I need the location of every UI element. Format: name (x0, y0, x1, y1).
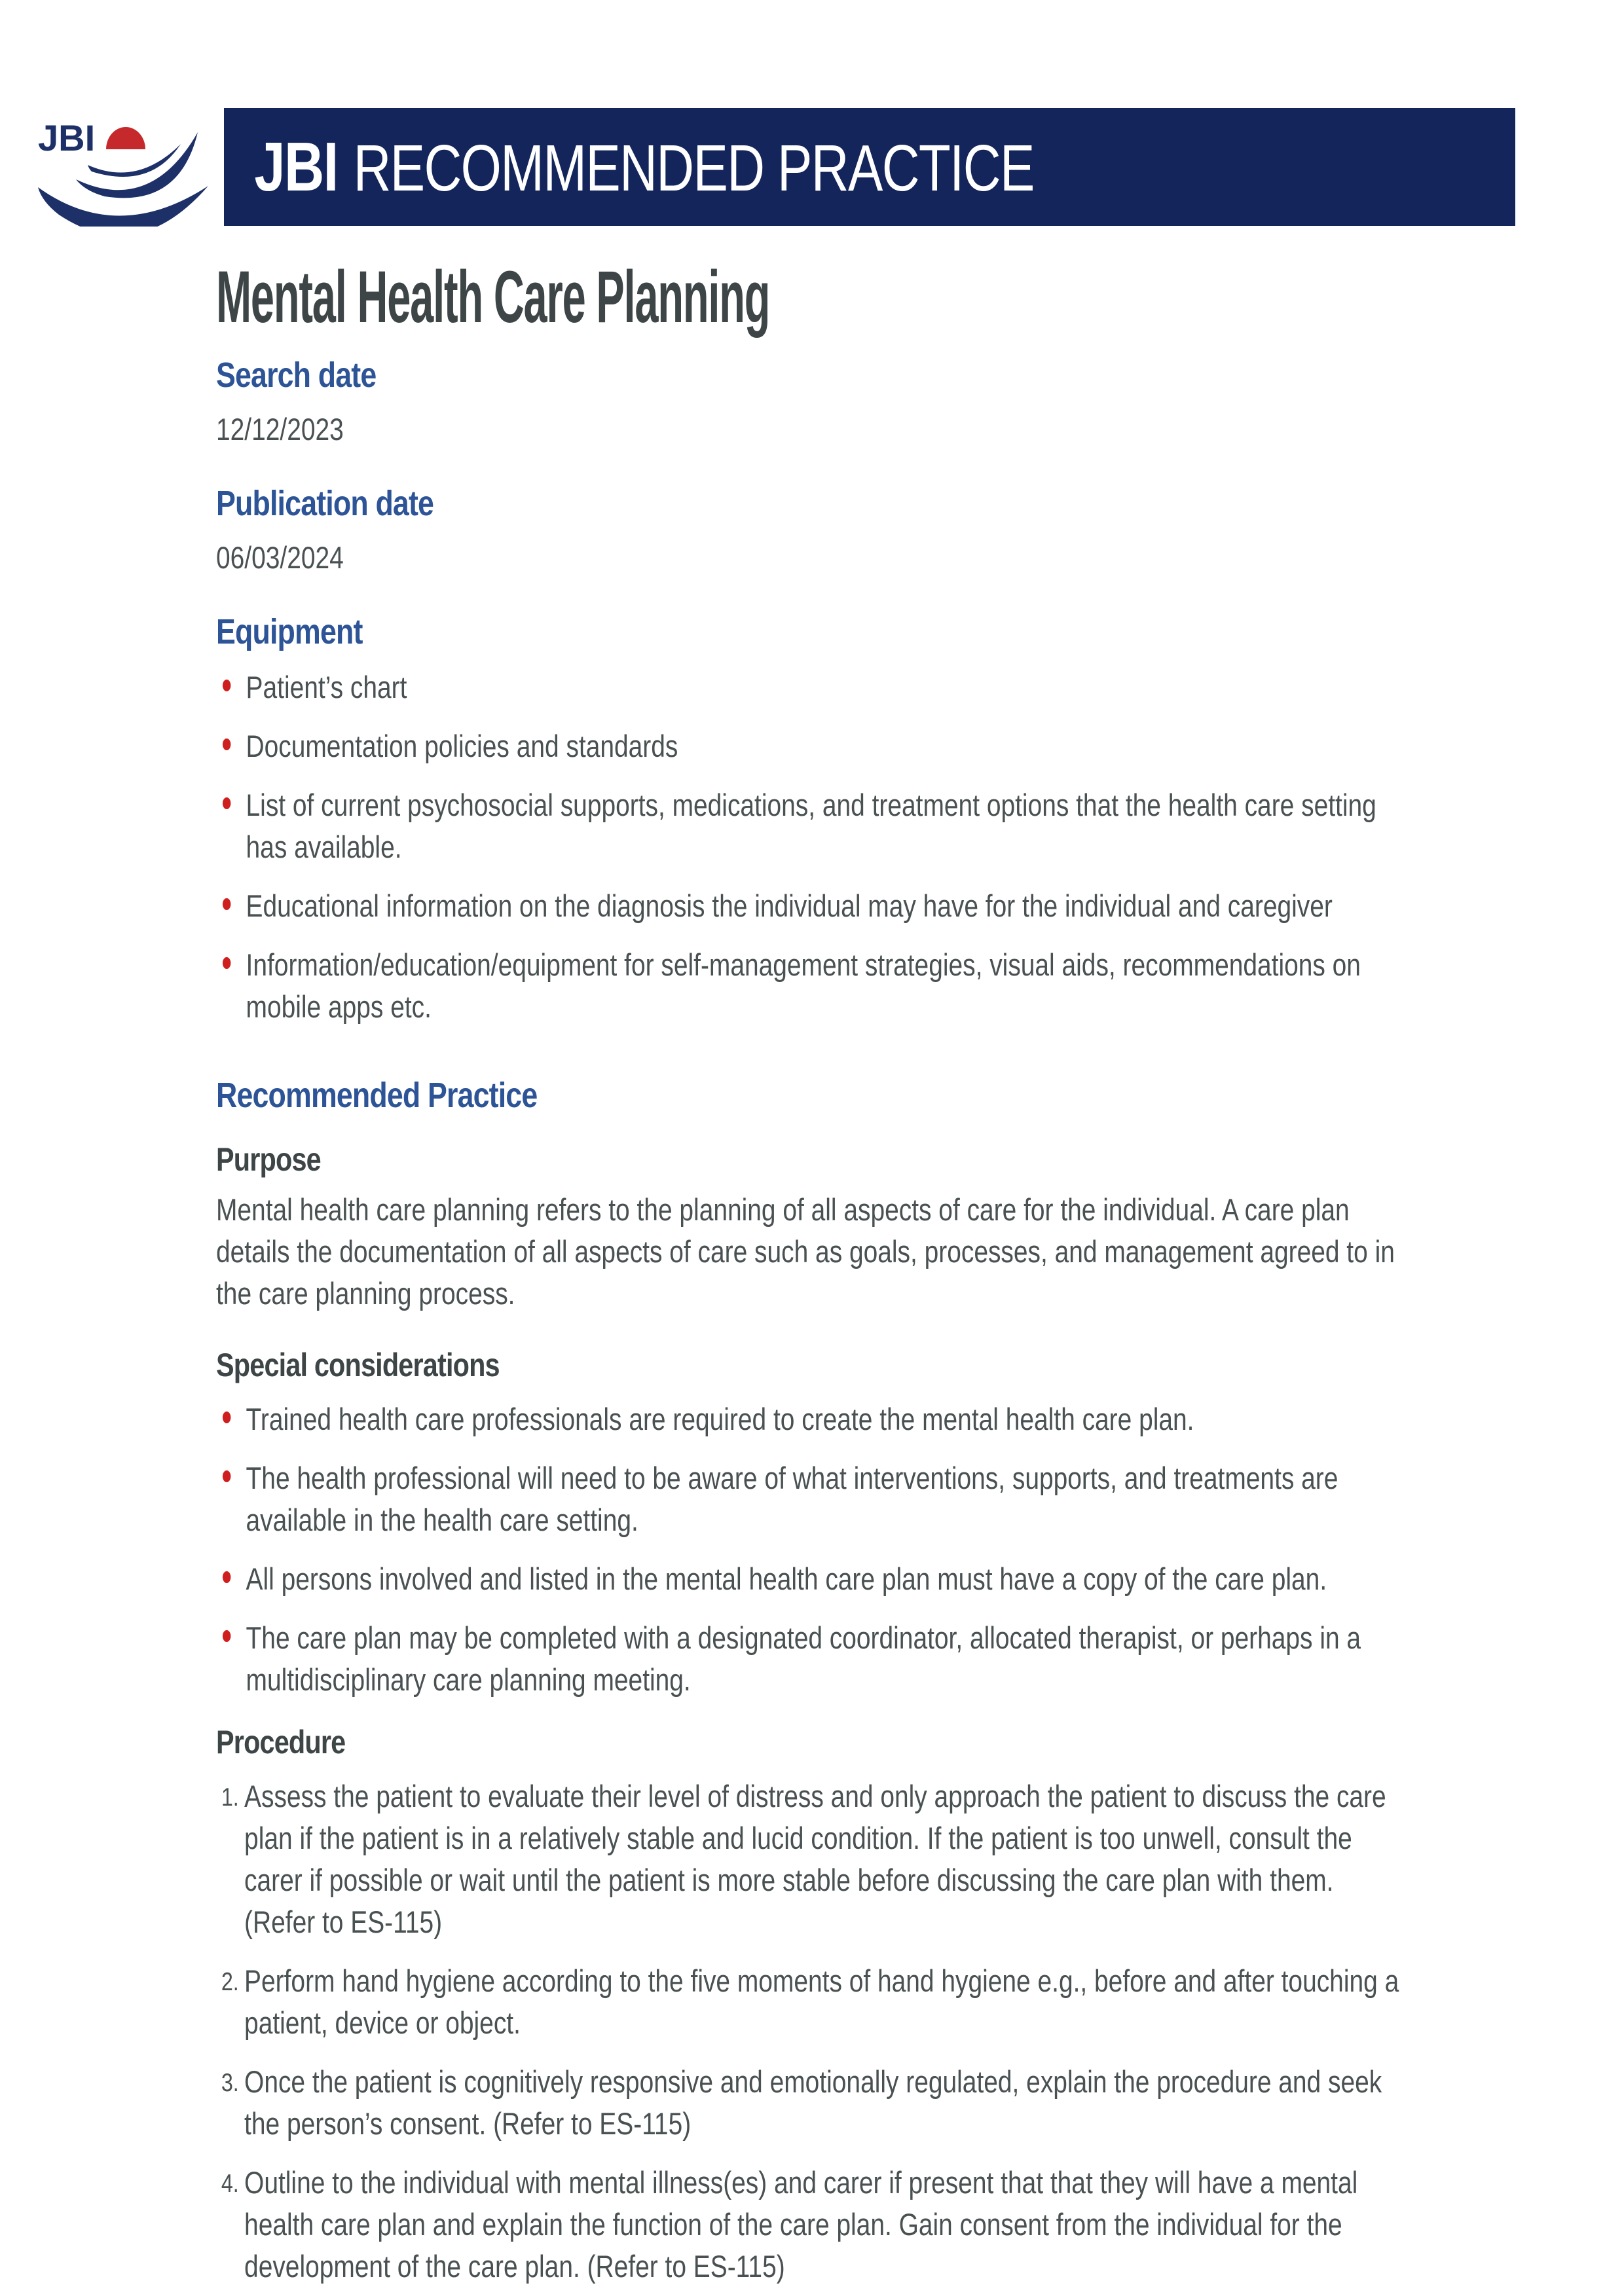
publication-date-heading: Publication date (216, 484, 434, 523)
special-considerations-heading: Special considerations (216, 1347, 500, 1383)
list-item (216, 1398, 1409, 1440)
bullet-icon (223, 1630, 231, 1642)
procedure-heading: Procedure (216, 1724, 346, 1760)
step-text: Outline to the individual with mental illness(es) and carer if present that that they will have a mental health care plan and explain the function of the care plan. Gain consent from the individual for the development of the care plan. (Refer to ES-115) (244, 2165, 1358, 2284)
list-item (216, 885, 1409, 927)
list-item (216, 666, 1409, 708)
equipment-list (216, 666, 1409, 1028)
header-banner-text (224, 128, 1034, 207)
list-item-text: List of current psychosocial supports, medications, and treatment options that the health care setting has available. (246, 788, 1376, 864)
list-item-text: Patient’s chart (246, 670, 407, 704)
jbi-logo-icon (33, 110, 223, 227)
bullet-icon (223, 738, 231, 750)
list-item-text: The health professional will need to be aware of what interventions, supports, and treatments are available in the health care setting. (246, 1461, 1338, 1537)
purpose-heading: Purpose (216, 1141, 321, 1178)
document-content (216, 256, 1409, 2287)
bullet-icon (223, 1571, 231, 1583)
procedure-step (216, 1776, 1409, 1943)
logo-red-dome (106, 127, 145, 149)
list-item-text: Educational information on the diagnosis the individual may have for the individual and caregiver (246, 888, 1333, 923)
procedure-list (216, 1776, 1409, 2287)
step-number: 2. (221, 1968, 239, 1996)
list-item-text: Documentation policies and standards (246, 729, 678, 763)
banner-brand: JBI (254, 128, 338, 206)
search-date-value: 12/12/2023 (216, 412, 344, 446)
step-text: Assess the patient to evaluate their level of distress and only approach the patient to discuss the care plan if the patient is in a relatively stable and lucid condition. If the patient is too unwell, consult the carer if possible or wait until the patient is more stable before discussing the care plan with them. (Refer to ES-115) (244, 1779, 1386, 1939)
search-date-heading: Search date (216, 355, 377, 395)
list-item (216, 1617, 1409, 1701)
procedure-step (216, 2162, 1409, 2287)
jbi-logo-text: JBI (38, 117, 96, 158)
purpose-text: Mental health care planning refers to the planning of all aspects of care for the individual. A care plan details the documentation of all aspects of care such as goals, processes, and management agreed to in the care planning process. (216, 1192, 1395, 1311)
banner-title: RECOMMENDED PRACTICE (353, 131, 1034, 205)
list-item (216, 784, 1409, 868)
list-item-text: Information/education/equipment for self-management strategies, visual aids, recommendations on mobile apps etc. (246, 947, 1361, 1024)
bullet-icon (223, 1412, 231, 1423)
list-item-text: All persons involved and listed in the mental health care plan must have a copy of the care plan. (246, 1561, 1327, 1596)
list-item (216, 725, 1409, 767)
recommended-practice-heading: Recommended Practice (216, 1076, 538, 1115)
list-item (216, 1558, 1409, 1600)
equipment-heading: Equipment (216, 612, 363, 651)
page-title: Mental Health Care Planning (216, 256, 770, 338)
step-text: Perform hand hygiene according to the five moments of hand hygiene e.g., before and after touching a patient, device or object. (244, 1963, 1399, 2040)
bullet-icon (223, 957, 231, 969)
list-item-text: The care plan may be completed with a designated coordinator, allocated therapist, or perhaps in a multidisciplinary care planning meeting. (246, 1620, 1361, 1697)
header-banner (224, 108, 1515, 226)
list-item (216, 944, 1409, 1028)
step-number: 4. (221, 2170, 239, 2198)
procedure-step (216, 1960, 1409, 2044)
bullet-icon (223, 898, 231, 910)
bullet-icon (223, 797, 231, 809)
list-item (216, 1457, 1409, 1541)
publication-date-value: 06/03/2024 (216, 540, 344, 575)
special-considerations-list (216, 1398, 1409, 1701)
step-number: 1. (221, 1783, 239, 1812)
bullet-icon (223, 1470, 231, 1482)
step-text: Once the patient is cognitively responsive and emotionally regulated, explain the procedure and seek the person’s consent. (Refer to ES-115) (244, 2064, 1382, 2141)
list-item-text: Trained health care professionals are required to create the mental health care plan. (246, 1402, 1194, 1436)
procedure-step (216, 2061, 1409, 2145)
step-number: 3. (221, 2069, 239, 2097)
jbi-logo-graphic (33, 110, 223, 227)
bullet-icon (223, 680, 231, 691)
